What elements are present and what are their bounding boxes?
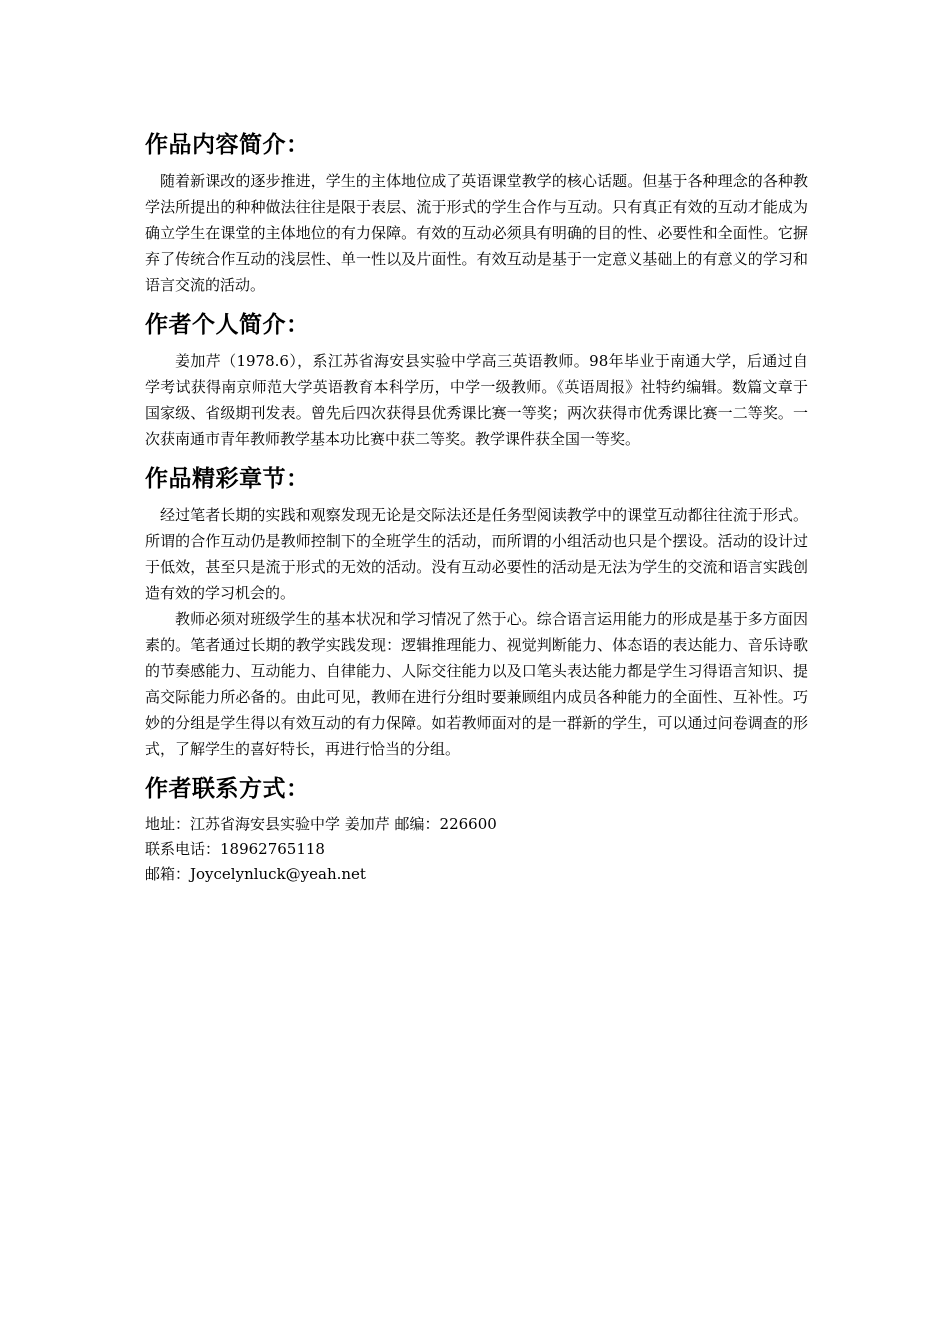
author-section	[145, 308, 808, 452]
author-paragraph: 姜加芹（1978.6），系江苏省海安县实验中学高三英语教师。98年毕业于南通大学，后通过自学考试获得南京师范大学英语教育本科学历，中学一级教师。《英语周报》社特约编辑。数篇文章于国家级、省级期刊发表。曾先后四次获得县优秀课比赛一等奖；两次获得市优秀课比赛一二等奖。一次获南通市青年教师教学基本功比赛中获二等奖。教学课件获全国一等奖。	[145, 352, 808, 448]
highlights-paragraph-1: 经过笔者长期的实践和观察发现无论是交际法还是任务型阅读教学中的课堂互动都往往流于形式。所谓的合作互动仍是教师控制下的全班学生的活动，而所谓的小组活动也只是个摆设。活动的设计过于低效，甚至只是流于形式的无效的活动。没有互动必要性的活动是无法为学生的交流和语言实践创造有效的学习机会的。	[145, 506, 808, 602]
highlights-title: 作品精彩章节：	[145, 466, 310, 492]
intro-section	[145, 128, 808, 298]
contact-phone: 联系电话：18962765118	[145, 840, 325, 858]
document-page	[145, 128, 808, 897]
intro-title: 作品内容简介：	[145, 132, 310, 158]
intro-paragraph: 随着新课改的逐步推进，学生的主体地位成了英语课堂教学的核心话题。但基于各种理念的各种教学法所提出的种种做法往往是限于表层、流于形式的学生合作与互动。只有真正有效的互动才能成为确立学生在课堂的主体地位的有力保障。有效的互动必须具有明确的目的性、必要性和全面性。它摒弃了传统合作互动的浅层性、单一性以及片面性。有效互动是基于一定意义基础上的有意义的学习和语言交流的活动。	[145, 172, 808, 294]
contact-email: 邮箱：Joycelynluck@yeah.net	[145, 865, 366, 883]
author-title: 作者个人简介：	[145, 312, 310, 338]
contact-address: 地址：江苏省海安县实验中学 姜加芹 邮编：226600	[145, 815, 497, 833]
contact-title: 作者联系方式：	[145, 776, 310, 802]
highlights-paragraph-2: 教师必须对班级学生的基本状况和学习情况了然于心。综合语言运用能力的形成是基于多方面因素的。笔者通过长期的教学实践发现：逻辑推理能力、视觉判断能力、体态语的表达能力、音乐诗歌的节奏感能力、互动能力、自律能力、人际交往能力以及口笔头表达能力都是学生习得语言知识、提高交际能力所必备的。由此可见，教师在进行分组时要兼顾组内成员各种能力的全面性、互补性。巧妙的分组是学生得以有效互动的有力保障。如若教师面对的是一群新的学生，可以通过问卷调查的形式，了解学生的喜好特长，再进行恰当的分组。	[145, 610, 808, 758]
highlights-section	[145, 462, 808, 762]
contact-section	[145, 772, 808, 887]
